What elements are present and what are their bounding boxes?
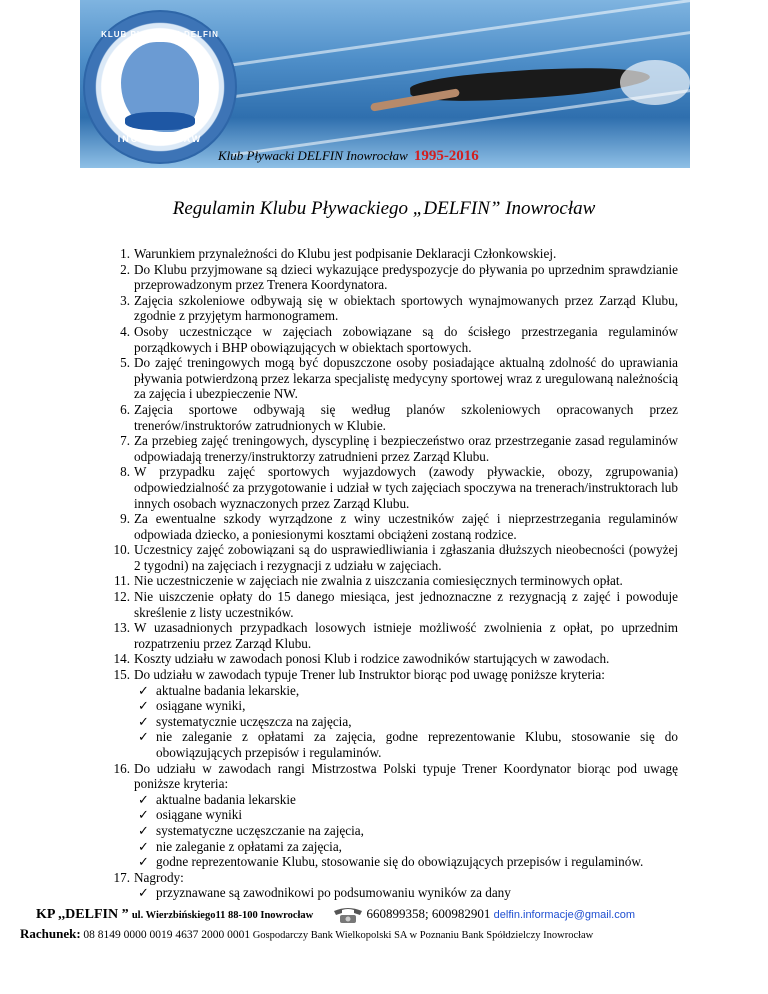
criteria-item <box>134 698 678 714</box>
document-title: Regulamin Klubu Pływackiego „DELFIN” Inowrocław <box>172 198 596 219</box>
criteria-text: nie zaleganie z opłatami za zajęcia, <box>156 838 342 854</box>
footer-address: ul. Wierzbińskiego11 88-100 Inowrocław <box>131 909 314 921</box>
footer-email-link[interactable]: delfin.informacje@gmail.com <box>493 908 636 921</box>
rule-item <box>108 433 678 464</box>
logo-top-text: KLUB PŁYWACKI DELFIN <box>101 30 219 39</box>
checkmark-icon: ✓ <box>138 713 150 729</box>
rule-number: 6. <box>120 401 130 417</box>
rule-text: W przypadku zajęć sportowych wyjazdowych (zawody pływackie, obozy, zgrupowania) odpowiedzialność za przygotowanie i udział w tych zajęciach spoczywa na trenerach/instruktorach lub innych osobach wyznaczonych przez Zarząd Klubu. <box>134 464 678 511</box>
rule-number: 16. <box>113 760 130 776</box>
criteria-item <box>134 729 678 760</box>
rule-item <box>108 620 678 651</box>
rule-text: Do udziału w zawodach rangi Mistrzostwa Polski typuje Trener Koordynator biorąc pod uwagę poniższe kryteria: <box>134 760 678 792</box>
checkmark-icon: ✓ <box>138 807 150 823</box>
telephone-icon <box>331 905 365 925</box>
rule-text: Nie uczestniczenie w zajęciach nie zwalnia z uiszczania comiesięcznych terminowych opłat. <box>134 573 623 589</box>
criteria-text: przyznawane są zawodnikowi po podsumowaniu wyników za dany <box>156 885 511 901</box>
rule-item <box>108 870 678 901</box>
rule-number: 13. <box>113 620 130 636</box>
rule-number: 7. <box>120 433 130 449</box>
water-splash <box>620 60 690 105</box>
rule-number: 11. <box>114 573 130 589</box>
rule-number: 8. <box>120 464 130 480</box>
rule-item <box>108 324 678 355</box>
rule-number: 2. <box>120 261 130 277</box>
rule-number: 15. <box>113 667 130 683</box>
criteria-text: osiągane wyniki, <box>156 698 246 714</box>
rule-number: 5. <box>120 355 130 371</box>
criteria-text: systematycznie uczęszcza na zajęcia, <box>156 713 352 729</box>
criteria-item <box>134 683 678 699</box>
criteria-item <box>134 854 678 870</box>
rule-text: Uczestnicy zajęć zobowiązani są do usprawiedliwiania i zgłaszania dłuższych nieobecności (powyżej 2 tygodni) na zajęciach i rezygnacji z udziału w zajęciach. <box>134 542 678 573</box>
pool-lane-line <box>232 0 690 66</box>
rule-text: Zajęcia szkoleniowe odbywają się w obiektach sportowych wynajmowanych przez Zarząd Klubu, zgodnie z przyjętym harmonogramem. <box>134 292 678 324</box>
rule-text: Warunkiem przynależności do Klubu jest podpisanie Deklaracji Członkowskiej. <box>134 246 557 261</box>
rule-item <box>108 589 678 620</box>
criteria-text: aktualne badania lekarskie, <box>156 682 300 698</box>
rule-number: 10. <box>113 542 130 558</box>
rule-item <box>108 293 678 324</box>
checkmark-icon: ✓ <box>138 729 150 745</box>
footer-account-number: 08 8149 0000 0019 4637 2000 0001 <box>83 929 251 941</box>
checkmark-icon: ✓ <box>138 885 150 901</box>
logo-water-wave <box>125 112 195 130</box>
rule-item <box>108 511 678 542</box>
criteria-item <box>134 714 678 730</box>
criteria-text: godne reprezentowanie Klubu, stosowanie się do obowiązujących przepisów i regulaminów. <box>156 854 644 870</box>
club-header-line <box>218 148 479 165</box>
footer-bank-name: Gospodarczy Bank Wielkopolski SA w Poznaniu Bank Spółdzielczy Inowrocław <box>252 930 594 941</box>
checkmark-icon: ✓ <box>138 838 150 854</box>
rule-text: Do udziału w zawodach typuje Trener lub Instruktor biorąc pod uwagę poniższe kryteria: <box>134 667 605 683</box>
rule-item <box>108 573 678 589</box>
rule-item <box>108 464 678 511</box>
club-logo <box>83 10 237 164</box>
footer-phones: 660899358; 600982901 <box>366 905 491 921</box>
rule-text: Osoby uczestniczące w zajęciach zobowiązane są do ścisłego przestrzegania regulaminów porządkowych i BHP obowiązujących w obiektach sportowych. <box>134 323 678 355</box>
criteria-list <box>134 792 678 870</box>
criteria-list <box>134 683 678 761</box>
footer-club-abbrev: KP ,,DELFIN ” <box>36 906 129 922</box>
club-years: 1995-2016 <box>413 148 479 164</box>
logo-bottom-text: INOWROCŁAW <box>117 134 203 144</box>
rule-text: Za przebieg zajęć treningowych, dyscyplinę i bezpieczeństwo oraz przestrzeganie zasad regulaminów odpowiadają trenerzy/instruktorzy zatrudnieni przez Zarząd Klubu. <box>134 433 678 464</box>
footer-contact-line <box>36 905 756 925</box>
rule-text: Nagrody: <box>134 869 184 885</box>
rule-item <box>108 355 678 402</box>
criteria-item <box>134 839 678 855</box>
checkmark-icon: ✓ <box>138 854 150 870</box>
criteria-text: systematyczne uczęszczanie na zajęcia, <box>156 822 364 838</box>
rule-item <box>108 761 678 870</box>
footer-bank-line <box>20 926 760 942</box>
rule-text: Za ewentualne szkody wyrządzone z winy uczestników zajęć i nieprzestrzegania regulaminów odpowiada dziecko, a poniesionymi kosztami obciążeni zostaną rodzice. <box>134 511 678 542</box>
club-name: Klub Pływacki DELFIN Inowrocław <box>218 148 408 163</box>
criteria-text: aktualne badania lekarskie <box>156 791 296 807</box>
checkmark-icon: ✓ <box>138 822 150 838</box>
checkmark-icon: ✓ <box>138 682 150 698</box>
rule-text: W uzasadnionych przypadkach losowych istnieje możliwość zwolnienia z opłat, po uprzednim rozpatrzeniu przez Zarząd Klubu. <box>134 620 678 651</box>
rule-number: 17. <box>113 869 130 885</box>
rule-number: 14. <box>113 651 130 667</box>
rule-item <box>108 402 678 433</box>
rule-text: Nie uiszczenie opłaty do 15 danego miesiąca, jest jednoznaczne z rezygnacją z zajęć i powoduje skreślenie z listy uczestników. <box>134 589 678 620</box>
rule-item <box>108 667 678 761</box>
rule-text: Zajęcia sportowe odbywają się według planów szkoleniowych opracowanych przez trenerów/instruktorów zatrudnionych w Klubie. <box>134 401 678 433</box>
criteria-list <box>134 885 678 901</box>
rule-text: Koszty udziału w zawodach ponosi Klub i rodzice zawodników startujących w zawodach. <box>134 651 610 667</box>
rules-list <box>108 246 678 901</box>
checkmark-icon: ✓ <box>138 791 150 807</box>
rule-number: 4. <box>120 323 130 339</box>
criteria-text: osiągane wyniki <box>156 807 243 823</box>
criteria-item <box>134 823 678 839</box>
rule-text: Do zajęć treningowych mogą być dopuszczone osoby posiadające aktualną zdolność do uprawiania pływania potwierdzoną przez lekarza specjalistę medycyny sportowej wraz z uregulowaną należnością za zajęcia i ubezpieczenie NW. <box>134 355 678 402</box>
rule-item <box>108 262 678 293</box>
criteria-item <box>134 885 678 901</box>
rule-number: 3. <box>120 292 130 308</box>
rule-item <box>108 651 678 667</box>
criteria-item <box>134 792 678 808</box>
rule-text: Do Klubu przyjmowane są dzieci wykazujące predyspozycje do pływania po uprzednim sprawdzianie przeprowadzonym przez Trenera Koordynatora. <box>134 261 678 293</box>
footer-account-label: Rachunek: <box>20 926 81 941</box>
rule-item <box>108 246 678 262</box>
rule-number: 12. <box>113 589 130 605</box>
rule-number: 9. <box>120 511 130 527</box>
criteria-text: nie zaleganie z opłatami za zajęcia, godne reprezentowanie Klubu, stosowanie się do obowiązujących przepisów i regulaminów. <box>156 729 678 760</box>
rule-number: 1. <box>120 246 130 261</box>
criteria-item <box>134 807 678 823</box>
checkmark-icon: ✓ <box>138 698 150 714</box>
rule-item <box>108 542 678 573</box>
